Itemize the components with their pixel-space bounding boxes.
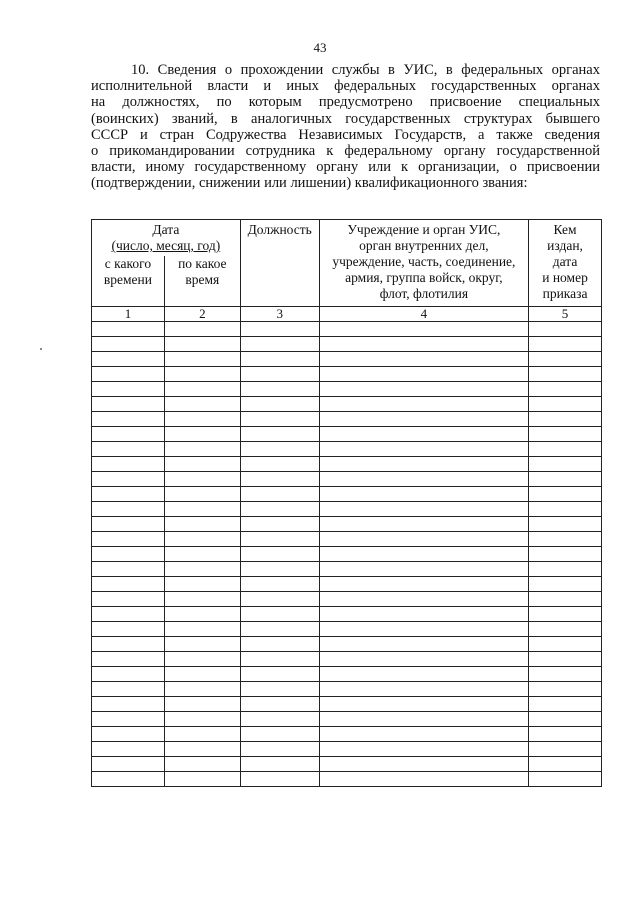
table-row <box>92 487 602 502</box>
table-cell[interactable] <box>92 562 165 577</box>
date-header <box>92 220 241 257</box>
table-cell[interactable] <box>240 547 319 562</box>
table-cell[interactable] <box>529 622 602 637</box>
table-cell[interactable] <box>240 442 319 457</box>
table-cell[interactable] <box>319 592 528 607</box>
table-cell[interactable] <box>164 697 240 712</box>
table-cell[interactable] <box>240 532 319 547</box>
table-cell[interactable] <box>319 427 528 442</box>
table-row <box>92 412 602 427</box>
table-row <box>92 682 602 697</box>
table-cell[interactable] <box>319 742 528 757</box>
table-cell[interactable] <box>164 472 240 487</box>
table-cell[interactable] <box>92 772 165 787</box>
table-cell[interactable] <box>529 742 602 757</box>
table-cell[interactable] <box>240 697 319 712</box>
paragraph-line: (воинских) званий, в аналогичных государственных структурах бывшего <box>91 110 600 127</box>
position-header <box>240 220 319 307</box>
table-cell[interactable] <box>529 457 602 472</box>
date-header-subtitle: (число, месяц, год) <box>111 238 221 253</box>
table-cell[interactable] <box>529 367 602 382</box>
table-cell[interactable] <box>164 637 240 652</box>
table-cell[interactable] <box>164 367 240 382</box>
table-cell[interactable] <box>529 397 602 412</box>
to-date-header <box>164 256 240 307</box>
table-cell[interactable] <box>529 487 602 502</box>
table-cell[interactable] <box>319 772 528 787</box>
table-cell[interactable] <box>319 487 528 502</box>
table-cell[interactable] <box>92 352 165 367</box>
table-cell[interactable] <box>240 667 319 682</box>
table-cell[interactable] <box>240 412 319 427</box>
table-cell[interactable] <box>319 547 528 562</box>
from-date-header <box>92 256 165 307</box>
institution-header-line: орган внутренних дел, <box>359 238 489 253</box>
table-cell[interactable] <box>529 337 602 352</box>
table-cell[interactable] <box>319 337 528 352</box>
table-cell[interactable] <box>319 712 528 727</box>
table-row <box>92 652 602 667</box>
to-date-line: время <box>185 272 220 287</box>
table-row <box>92 667 602 682</box>
to-date-line: по какое <box>178 256 227 271</box>
table-cell[interactable] <box>319 532 528 547</box>
table-cell[interactable] <box>319 607 528 622</box>
issuer-header-line: и номер <box>542 270 588 285</box>
column-number: 1 <box>92 307 165 322</box>
table-cell[interactable] <box>240 577 319 592</box>
table-cell[interactable] <box>164 487 240 502</box>
table-cell[interactable] <box>92 322 165 337</box>
table-cell[interactable] <box>92 457 165 472</box>
issuer-header-line: Кем <box>553 222 577 237</box>
issuer-header-line: дата <box>552 254 578 269</box>
table-cell[interactable] <box>92 382 165 397</box>
table-cell[interactable] <box>164 667 240 682</box>
table-cell[interactable] <box>164 622 240 637</box>
table-cell[interactable] <box>164 412 240 427</box>
table-cell[interactable] <box>529 667 602 682</box>
table-cell[interactable] <box>240 322 319 337</box>
table-cell[interactable] <box>529 352 602 367</box>
table-cell[interactable] <box>164 652 240 667</box>
table-cell[interactable] <box>164 442 240 457</box>
table-row <box>92 577 602 592</box>
table-row <box>92 322 602 337</box>
table-cell[interactable] <box>240 712 319 727</box>
table-cell[interactable] <box>529 757 602 772</box>
service-history-table <box>91 219 602 787</box>
table-cell[interactable] <box>240 562 319 577</box>
table-cell[interactable] <box>92 712 165 727</box>
paragraph-line: на должностях, по которым предусмотрено присвоение специальных <box>91 94 600 111</box>
column-number: 5 <box>529 307 602 322</box>
table-cell[interactable] <box>319 577 528 592</box>
column-number: 2 <box>164 307 240 322</box>
table-cell[interactable] <box>240 682 319 697</box>
table-cell[interactable] <box>240 367 319 382</box>
from-date-line: времени <box>103 272 152 287</box>
table-cell[interactable] <box>92 397 165 412</box>
table-cell[interactable] <box>92 472 165 487</box>
page-number: 43 <box>313 40 327 55</box>
scan-speck <box>40 348 42 350</box>
table-cell[interactable] <box>92 697 165 712</box>
table-cell[interactable] <box>319 442 528 457</box>
table-cell[interactable] <box>240 757 319 772</box>
table-cell[interactable] <box>240 592 319 607</box>
table-cell[interactable] <box>319 757 528 772</box>
table-row <box>92 592 602 607</box>
column-number-row <box>92 307 602 322</box>
table-cell[interactable] <box>529 637 602 652</box>
table-cell[interactable] <box>92 652 165 667</box>
table-cell[interactable] <box>92 682 165 697</box>
table-cell[interactable] <box>240 427 319 442</box>
table-cell[interactable] <box>164 727 240 742</box>
paragraph-line: о прикомандировании сотрудника к федеральному органу государственной <box>91 143 600 160</box>
table-cell[interactable] <box>529 382 602 397</box>
from-date-line: с какого <box>104 256 152 271</box>
table-cell[interactable] <box>529 592 602 607</box>
table-cell[interactable] <box>240 652 319 667</box>
table-cell[interactable] <box>92 622 165 637</box>
table-cell[interactable] <box>240 502 319 517</box>
table-cell[interactable] <box>529 412 602 427</box>
table-cell[interactable] <box>319 472 528 487</box>
table-cell[interactable] <box>529 577 602 592</box>
table-row <box>92 502 602 517</box>
table-row <box>92 622 602 637</box>
issuer-header-line: приказа <box>542 286 588 301</box>
table-cell[interactable] <box>240 337 319 352</box>
table-row <box>92 337 602 352</box>
table-cell[interactable] <box>92 667 165 682</box>
table-cell[interactable] <box>319 697 528 712</box>
table-cell[interactable] <box>164 682 240 697</box>
table-cell[interactable] <box>319 412 528 427</box>
table-cell[interactable] <box>529 517 602 532</box>
table-cell[interactable] <box>240 487 319 502</box>
table-cell[interactable] <box>92 577 165 592</box>
table-cell[interactable] <box>529 502 602 517</box>
table-row <box>92 772 602 787</box>
table-row <box>92 712 602 727</box>
column-number: 4 <box>319 307 528 322</box>
table-row <box>92 517 602 532</box>
table-row <box>92 472 602 487</box>
institution-header <box>319 220 528 307</box>
table-cell[interactable] <box>319 502 528 517</box>
paragraph-line: 10. Сведения о прохождении службы в УИС, в федеральных органах <box>131 62 600 78</box>
table-cell[interactable] <box>319 652 528 667</box>
table-cell[interactable] <box>164 457 240 472</box>
table-row <box>92 457 602 472</box>
table-cell[interactable] <box>240 772 319 787</box>
table-cell[interactable] <box>319 562 528 577</box>
table-cell[interactable] <box>529 472 602 487</box>
table-cell[interactable] <box>319 322 528 337</box>
table-row <box>92 532 602 547</box>
table-cell[interactable] <box>92 532 165 547</box>
section-10-paragraph <box>91 62 600 192</box>
table-cell[interactable] <box>319 382 528 397</box>
paragraph-line: СССР и стран Содружества Независимых Государств, а также сведения <box>91 126 600 143</box>
table-cell[interactable] <box>164 337 240 352</box>
table-cell[interactable] <box>92 412 165 427</box>
table-cell[interactable] <box>164 352 240 367</box>
table-cell[interactable] <box>319 457 528 472</box>
table-cell[interactable] <box>164 712 240 727</box>
table-row <box>92 757 602 772</box>
date-header-title: Дата <box>152 222 180 237</box>
table-cell[interactable] <box>164 532 240 547</box>
table-cell[interactable] <box>319 682 528 697</box>
table-cell[interactable] <box>529 712 602 727</box>
table-cell[interactable] <box>164 397 240 412</box>
table-cell[interactable] <box>164 382 240 397</box>
table-cell[interactable] <box>240 382 319 397</box>
table-cell[interactable] <box>240 622 319 637</box>
table-cell[interactable] <box>240 727 319 742</box>
table-cell[interactable] <box>319 352 528 367</box>
table-cell[interactable] <box>240 742 319 757</box>
table-cell[interactable] <box>319 622 528 637</box>
table-row <box>92 427 602 442</box>
table-cell[interactable] <box>319 637 528 652</box>
table-cell[interactable] <box>319 727 528 742</box>
table-cell[interactable] <box>164 502 240 517</box>
institution-header-line: Учреждение и орган УИС, <box>347 222 501 237</box>
table-cell[interactable] <box>164 592 240 607</box>
issuer-header <box>529 220 602 307</box>
table-cell[interactable] <box>240 457 319 472</box>
table-cell[interactable] <box>92 637 165 652</box>
table-cell[interactable] <box>164 607 240 622</box>
table-row <box>92 607 602 622</box>
table-cell[interactable] <box>164 427 240 442</box>
table-cell[interactable] <box>164 322 240 337</box>
table-row <box>92 397 602 412</box>
table-cell[interactable] <box>529 532 602 547</box>
institution-header-line: армия, группа войск, округ, <box>345 270 503 285</box>
table-cell[interactable] <box>529 652 602 667</box>
table-cell[interactable] <box>92 502 165 517</box>
table-cell[interactable] <box>529 562 602 577</box>
table-cell[interactable] <box>529 727 602 742</box>
table-cell[interactable] <box>92 442 165 457</box>
table-cell[interactable] <box>164 547 240 562</box>
table-row <box>92 547 602 562</box>
institution-header-line: флот, флотилия <box>379 286 469 301</box>
table-cell[interactable] <box>529 772 602 787</box>
table-cell[interactable] <box>164 562 240 577</box>
paragraph-line: власти, иному государственному органу или к организации, о присвоении <box>91 159 600 176</box>
table-cell[interactable] <box>529 607 602 622</box>
table-cell[interactable] <box>164 757 240 772</box>
table-cell[interactable] <box>240 637 319 652</box>
table-cell[interactable] <box>92 757 165 772</box>
table-body <box>92 307 602 787</box>
table-row <box>92 697 602 712</box>
table-cell[interactable] <box>240 397 319 412</box>
table-cell[interactable] <box>240 352 319 367</box>
table-cell[interactable] <box>164 742 240 757</box>
table-cell[interactable] <box>92 427 165 442</box>
table-cell[interactable] <box>319 667 528 682</box>
table-row <box>92 742 602 757</box>
table-cell[interactable] <box>319 397 528 412</box>
position-header-label: Должность <box>247 222 312 237</box>
table-row <box>92 637 602 652</box>
paragraph-line: исполнительной власти и иных федеральных государственных органах <box>91 78 600 95</box>
table-cell[interactable] <box>92 727 165 742</box>
table-cell[interactable] <box>240 607 319 622</box>
table-cell[interactable] <box>92 367 165 382</box>
table-cell[interactable] <box>164 517 240 532</box>
table-cell[interactable] <box>240 472 319 487</box>
table-cell[interactable] <box>319 367 528 382</box>
table-cell[interactable] <box>92 337 165 352</box>
table-cell[interactable] <box>529 322 602 337</box>
table-cell[interactable] <box>529 547 602 562</box>
table-cell[interactable] <box>319 517 528 532</box>
table-cell[interactable] <box>92 742 165 757</box>
table-cell[interactable] <box>164 577 240 592</box>
table-cell[interactable] <box>529 427 602 442</box>
table-row <box>92 442 602 457</box>
table-cell[interactable] <box>529 697 602 712</box>
table-cell[interactable] <box>92 517 165 532</box>
table-cell[interactable] <box>240 517 319 532</box>
table-cell[interactable] <box>92 607 165 622</box>
table-row <box>92 367 602 382</box>
table-cell[interactable] <box>529 682 602 697</box>
table-row <box>92 382 602 397</box>
column-number: 3 <box>240 307 319 322</box>
institution-header-line: учреждение, часть, соединение, <box>332 254 516 269</box>
issuer-header-line: издан, <box>547 238 583 253</box>
table-cell[interactable] <box>164 772 240 787</box>
table-cell[interactable] <box>92 592 165 607</box>
table-cell[interactable] <box>529 442 602 457</box>
table-row <box>92 727 602 742</box>
table-cell[interactable] <box>92 547 165 562</box>
table-cell[interactable] <box>92 487 165 502</box>
paragraph-line: (подтверждении, снижении или лишении) квалификационного звания: <box>91 175 528 192</box>
table-row <box>92 352 602 367</box>
table-row <box>92 562 602 577</box>
